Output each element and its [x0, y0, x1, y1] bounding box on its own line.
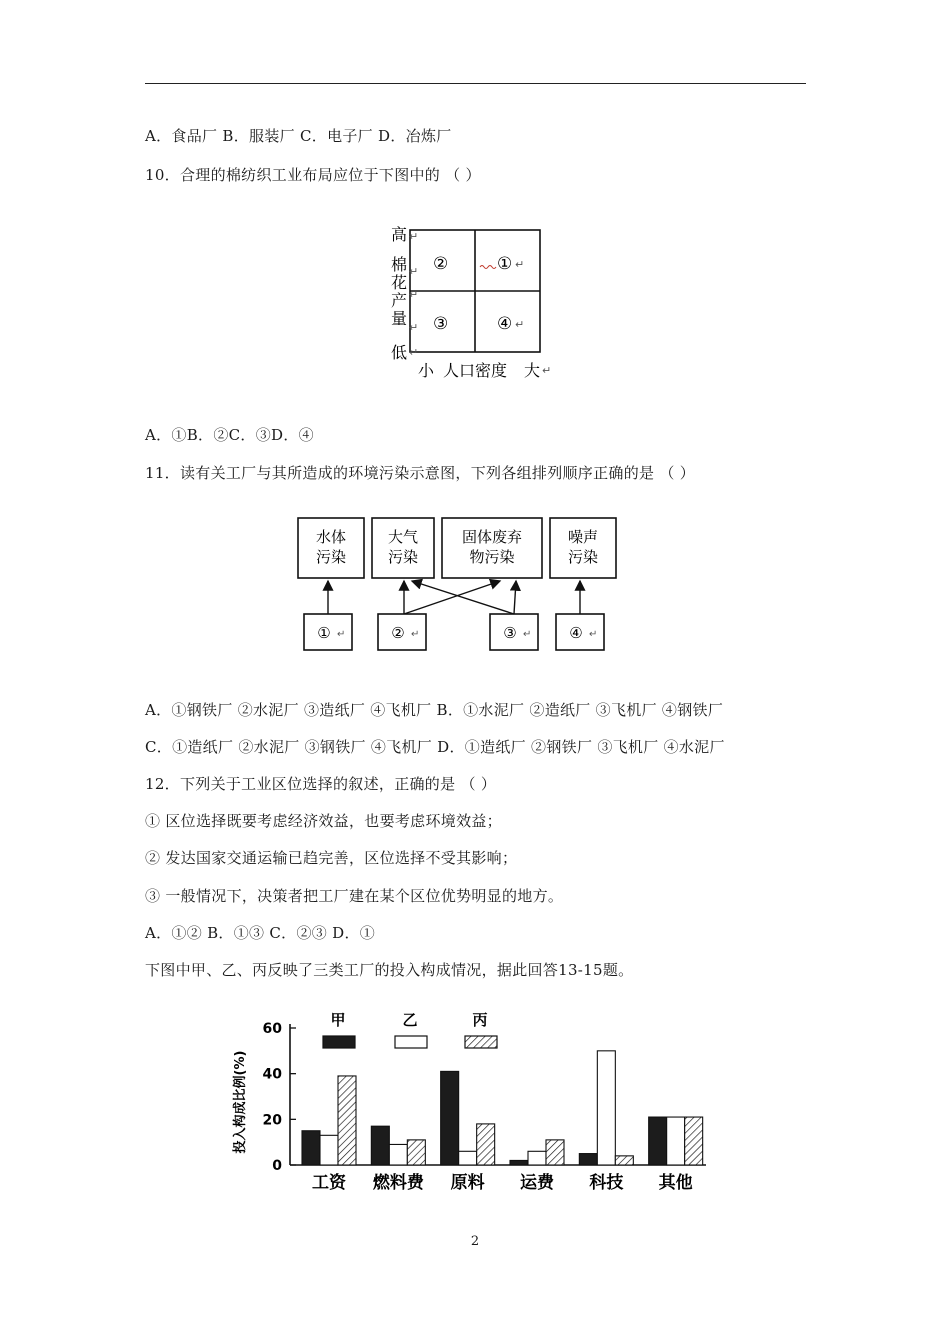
bar-乙-燃料费	[389, 1144, 407, 1165]
return-mark: ↵	[523, 629, 532, 640]
x-axis-large: 大	[524, 361, 541, 380]
air-pollution-line2: 污染	[387, 548, 419, 566]
q12-statement-2: ② 发达国家交通运输已趋完善，区位选择不受其影响；	[145, 849, 518, 867]
legend-label-甲: 甲	[330, 1011, 346, 1029]
cotton-grid-figure	[380, 218, 560, 383]
q12-options: A．①② B．①③ C．②③ D．①	[145, 924, 376, 942]
return-mark: ↵	[515, 318, 525, 331]
bar-乙-其他	[667, 1117, 685, 1165]
q12-stem: 12．下列关于工业区位选择的叙述，正确的是 （ ）	[145, 775, 497, 793]
water-pollution-line1: 水体	[315, 528, 347, 546]
return-mark: ↵	[409, 265, 419, 278]
y-tick-label: 0	[272, 1158, 282, 1174]
cell-bottom-left: ③	[433, 314, 449, 334]
q11-stem: 11．读有关工厂与其所造成的环境污染示意图，下列各组排列顺序正确的是 （ ）	[145, 464, 696, 482]
x-category-label: 工资	[312, 1173, 346, 1193]
factory-4-label: ④	[569, 624, 583, 642]
cell-top-right: ①	[497, 254, 513, 274]
q12-statement-3: ③ 一般情况下，决策者把工厂建在某个区位优势明显的地方。	[145, 887, 564, 905]
bar-甲-科技	[579, 1154, 597, 1165]
x-axis-label: 人口密度	[443, 361, 508, 380]
bar-乙-原料	[459, 1151, 477, 1165]
header-rule	[145, 83, 806, 84]
return-mark: ↵	[409, 346, 419, 359]
cell-top-left: ②	[433, 254, 449, 274]
return-mark: ↵	[337, 629, 346, 640]
bar-乙-工资	[320, 1135, 338, 1165]
x-category-label: 科技	[589, 1173, 624, 1193]
page-number: 2	[470, 1234, 480, 1249]
intro-13-15: 下图中甲、乙、丙反映了三类工厂的投入构成情况，据此回答13-15题。	[145, 961, 634, 979]
bar-乙-科技	[597, 1051, 615, 1165]
x-category-label: 原料	[450, 1173, 485, 1193]
return-mark: ↵	[409, 321, 419, 334]
bar-丙-运费	[546, 1140, 564, 1165]
input-structure-bar-chart	[228, 1010, 718, 1195]
factory-1-label: ①	[317, 624, 331, 642]
return-mark: ↵	[589, 629, 598, 640]
water-pollution-line2: 污染	[315, 548, 347, 566]
x-category-label: 运费	[520, 1173, 554, 1193]
y-axis-char-3: 花	[390, 273, 408, 292]
chart-bars	[302, 1051, 703, 1165]
bar-甲-其他	[649, 1117, 667, 1165]
legend-swatch-甲	[323, 1036, 355, 1048]
bar-丙-工资	[338, 1076, 356, 1165]
bar-甲-工资	[302, 1131, 320, 1165]
bar-丙-科技	[615, 1156, 633, 1165]
return-mark: ↵	[411, 629, 420, 640]
x-category-label: 燃料费	[372, 1173, 424, 1193]
arrow-2-to-solid-waste	[404, 581, 500, 614]
x-axis-small: 小	[418, 361, 435, 380]
noise-pollution-line2: 污染	[567, 548, 599, 566]
bar-乙-运费	[528, 1151, 546, 1165]
bar-丙-原料	[477, 1124, 495, 1165]
return-mark: ↵	[515, 258, 525, 271]
factory-3-label: ③	[503, 624, 517, 642]
y-axis-char-2: 棉	[390, 255, 408, 274]
q12-statement-1: ① 区位选择既要考虑经济效益，也要考虑环境效益；	[145, 812, 502, 830]
solid-waste-line2: 物污染	[469, 548, 515, 566]
air-pollution-line1: 大气	[387, 528, 419, 546]
bar-丙-其他	[685, 1117, 703, 1165]
bar-甲-燃料费	[371, 1126, 389, 1165]
bar-丙-燃料费	[407, 1140, 425, 1165]
legend-label-丙: 丙	[472, 1011, 488, 1029]
y-tick-label: 40	[262, 1066, 282, 1083]
q11-options-row2: C．①造纸厂 ②水泥厂 ③钢铁厂 ④飞机厂 D．①造纸厂 ②钢铁厂 ③飞机厂 ④水泥厂	[145, 738, 725, 756]
return-mark: ↵	[409, 288, 419, 301]
q10-options: A．①B．②C．③D．④	[145, 426, 314, 444]
return-mark: ↵	[409, 230, 419, 243]
legend-swatch-乙	[395, 1036, 427, 1048]
q10-stem: 10．合理的棉纺织工业布局应位于下图中的 （ ）	[145, 166, 481, 184]
factory-2-label: ②	[391, 624, 405, 642]
bar-甲-原料	[441, 1071, 459, 1165]
y-axis-char-4: 产	[390, 291, 408, 310]
legend-label-乙: 乙	[402, 1011, 418, 1029]
arrow-3-to-air	[412, 581, 514, 614]
chart-legend	[323, 1011, 497, 1048]
q11-options-row1: A．①钢铁厂 ②水泥厂 ③造纸厂 ④飞机厂 B．①水泥厂 ②造纸厂 ③飞机厂 ④钢铁厂	[145, 701, 724, 719]
pollution-flow-figure	[286, 512, 631, 658]
q9-options: A．食品厂 B．服装厂 C．电子厂 D．冶炼厂	[145, 127, 452, 145]
x-category-label: 其他	[658, 1173, 693, 1193]
return-mark: ↵	[542, 364, 552, 377]
arrow-3-to-solid-waste	[514, 581, 516, 614]
cell-bottom-right: ④	[497, 314, 513, 334]
chart-y-axis-label: 投入构成比例(%)	[233, 1050, 248, 1154]
y-axis-low: 低	[390, 343, 408, 362]
solid-waste-line1: 固体废弃	[461, 528, 523, 546]
y-tick-label: 60	[262, 1021, 282, 1037]
y-tick-label: 20	[262, 1112, 282, 1129]
legend-swatch-丙	[465, 1036, 497, 1048]
bar-甲-运费	[510, 1160, 528, 1165]
y-axis-high: 高	[390, 225, 408, 244]
noise-pollution-line1: 噪声	[567, 528, 599, 546]
y-axis-char-5: 量	[390, 309, 408, 328]
